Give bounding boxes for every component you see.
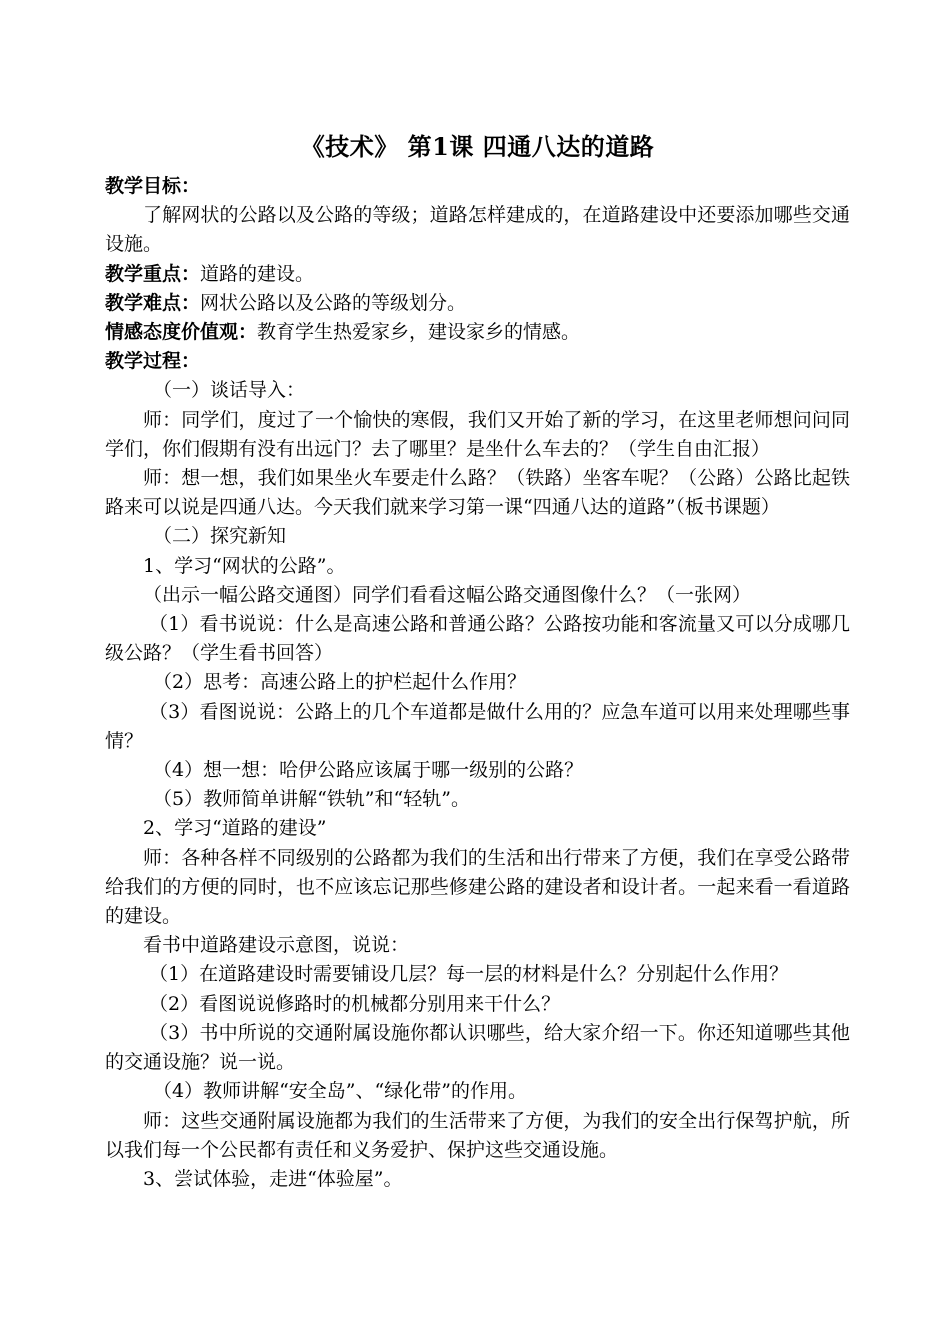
process-label: 教学过程：: [105, 350, 201, 373]
question-item: （2）看图说说修路时的机械都分别用来干什么？: [149, 992, 561, 1015]
difficulty-text: 网状公路以及公路的等级划分。: [200, 291, 467, 314]
question-item: （5）教师简单讲解“铁轨”和“轻轨”。: [153, 788, 470, 811]
key-label: 教学重点：: [105, 262, 201, 285]
goal-label: 教学目标：: [105, 175, 201, 197]
difficulty-label: 教学难点：: [105, 291, 201, 314]
question-item: （3）书中所说的交通附属设施你都认识哪些，给大家介绍一下。你还知道哪些其他的交通设施？说一说。: [105, 1021, 850, 1074]
subsection-heading: 1、学习“网状的公路”。: [143, 554, 346, 577]
subsection-heading: 2、学习“道路的建设”: [143, 817, 327, 840]
question-item: （2）思考：高速公路上的护栏起什么作用？: [153, 671, 527, 694]
teacher-paragraph: 师：想一想，我们如果坐火车要走什么路？（铁路）坐客车呢？（公路）公路比起铁路来可以说是四通八达。今天我们就来学习第一课“四通八达的道路”（板书课题）: [105, 467, 850, 519]
section-explore-heading: （二）探究新知: [153, 525, 287, 548]
body-paragraph: 看书中道路建设示意图，说说：: [143, 934, 410, 957]
key-point: [105, 260, 850, 289]
teacher-paragraph: 师：各种各样不同级别的公路都为我们的生活和出行带来了方便，我们在享受公路带给我们的方便的同时，也不应该忘记那些修建公路的建设者和设计者。一起来看一看道路的建设。: [105, 846, 850, 928]
body-paragraph: （出示一幅公路交通图）同学们看看这幅公路交通图像什么？（一张网）: [143, 583, 752, 606]
difficulty-point: [105, 289, 850, 318]
question-item: （1）看书说说：什么是高速公路和普通公路？公路按功能和客流量又可以分成哪几级公路？（学生看书回答）: [105, 613, 850, 665]
teacher-paragraph: 师：同学们，度过了一个愉快的寒假，我们又开始了新的学习，在这里老师想问问同学们，你们假期有没有出远门？去了哪里？是坐什么车去的？（学生自由汇报）: [105, 408, 850, 460]
document-page: [105, 130, 850, 1194]
lesson-title: 《技术》 第1课 四通八达的道路: [300, 132, 655, 161]
question-item: （1）在道路建设时需要铺设几层？每一层的材料是什么？分别起什么作用？: [149, 963, 789, 986]
section-intro-heading: （一）谈话导入：: [153, 379, 306, 402]
question-item: （4）想一想：哈伊公路应该属于哪一级别的公路？: [153, 759, 584, 782]
values-label: 情感态度价值观：: [105, 321, 258, 344]
goal-text: 了解网状的公路以及公路的等级；道路怎样建成的，在道路建设中还要添加哪些交通设施。: [105, 204, 850, 256]
values-point: [105, 318, 850, 347]
question-item: （4）教师讲解“安全岛”、“绿化带”的作用。: [153, 1080, 527, 1103]
values-text: 教育学生热爱家乡，建设家乡的情感。: [257, 321, 581, 344]
question-item: （3）看图说说：公路上的几个车道都是做什么用的？应急车道可以用来处理哪些事情？: [105, 700, 850, 752]
teacher-paragraph: 师：这些交通附属设施都为我们的生活带来了方便，为我们的安全出行保驾护航，所以我们每一个公民都有责任和义务爱护、保护这些交通设施。: [105, 1109, 850, 1161]
key-text: 道路的建设。: [200, 262, 315, 285]
subsection-heading: 3、尝试体验，走进“体验屋”。: [143, 1167, 403, 1190]
